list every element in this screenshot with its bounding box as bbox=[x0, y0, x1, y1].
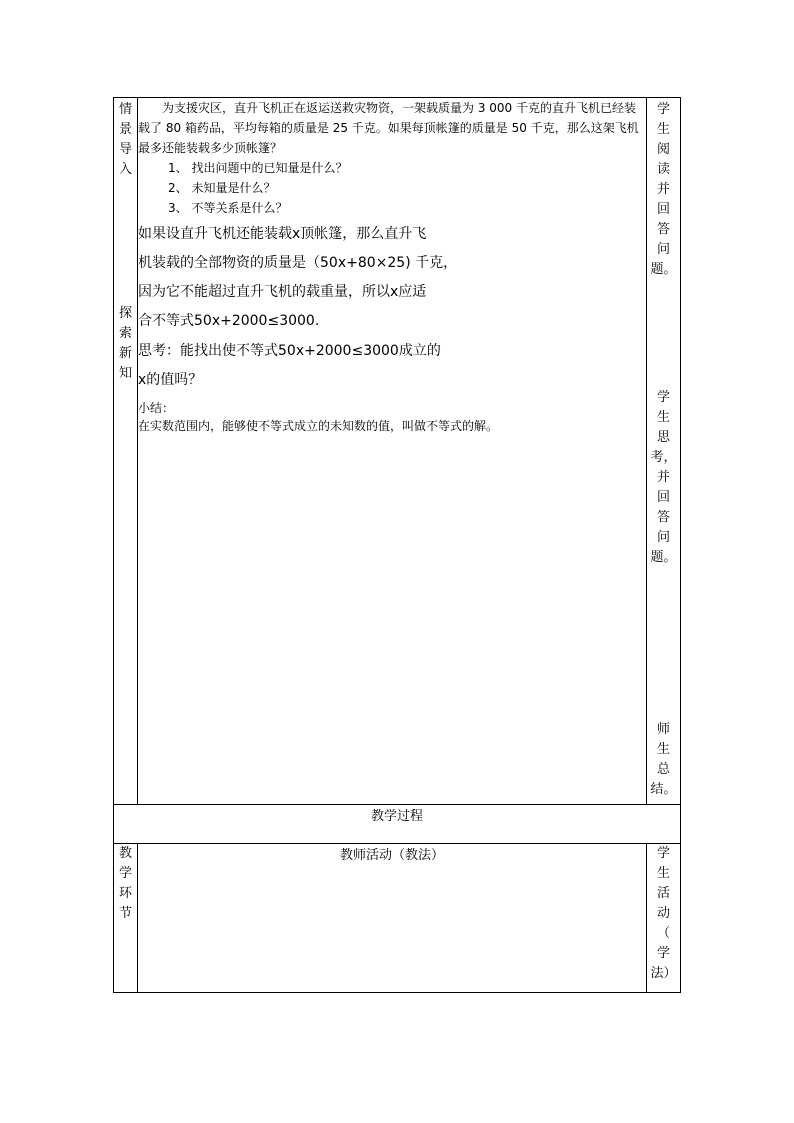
question-1: 1、 找出问题中的已知量是什么？ bbox=[168, 161, 348, 175]
analysis-line-2: 机装载的全部物资的质量是（50x+80×25) 千克， bbox=[138, 255, 458, 271]
student-activity-summary: 师 生 总 结。 bbox=[650, 722, 677, 797]
problem-text: 为支援灾区，直升飞机正在返运送救灾物资，一架载质量为 3 000 千克的直升飞机已经装载了 80 箱药品，平均每箱的质量是 25 千克。如果每顶帐篷的质量是 50 千克，那么这架飞机最多还能装载多少顶帐篷？ bbox=[138, 101, 639, 155]
question-3: 3、 不等关系是什么？ bbox=[168, 201, 288, 215]
column-header-row bbox=[114, 844, 681, 993]
lesson-content-row bbox=[114, 98, 681, 805]
stage-label-explore: 探 索 新 知 bbox=[118, 306, 132, 381]
student-activity-read: 学 生 阅 读 并 回 答 问 题。 bbox=[650, 102, 677, 277]
header-teacher-activity: 教师活动（教法） bbox=[138, 844, 647, 993]
student-activity-think: 学 生 思 考， 并 回 答 问 题。 bbox=[650, 390, 677, 565]
student-activity-cell bbox=[647, 98, 681, 805]
analysis-line-3: 因为它不能超过直升飞机的载重量，所以x应适 bbox=[138, 284, 427, 300]
header-stage: 教 学 环 节 bbox=[114, 844, 138, 993]
section-banner: 教学过程 bbox=[114, 805, 681, 844]
analysis-line-1: 如果设直升飞机还能装载x顶帐篷，那么直升飞 bbox=[138, 226, 427, 242]
section-banner-row bbox=[114, 805, 681, 844]
think-line-2: x的值吗？ bbox=[138, 372, 203, 388]
summary-text: 在实数范围内，能够使不等式成立的未知数的值，叫做不等式的解。 bbox=[138, 419, 499, 433]
summary-title: 小结： bbox=[138, 401, 175, 415]
lesson-plan-table bbox=[113, 97, 681, 993]
stage-label-cell bbox=[114, 98, 138, 805]
question-2: 2、 未知量是什么？ bbox=[168, 181, 276, 195]
teacher-content-cell bbox=[138, 98, 647, 805]
stage-label-intro: 情 景 导 入 bbox=[118, 102, 132, 177]
think-line-1: 思考：能找出使不等式50x+2000≤3000成立的 bbox=[138, 343, 441, 359]
header-student-activity: 学 生 活 动 （ 学 法） bbox=[647, 844, 681, 993]
analysis-line-4: 合不等式50x+2000≤3000. bbox=[138, 313, 320, 329]
